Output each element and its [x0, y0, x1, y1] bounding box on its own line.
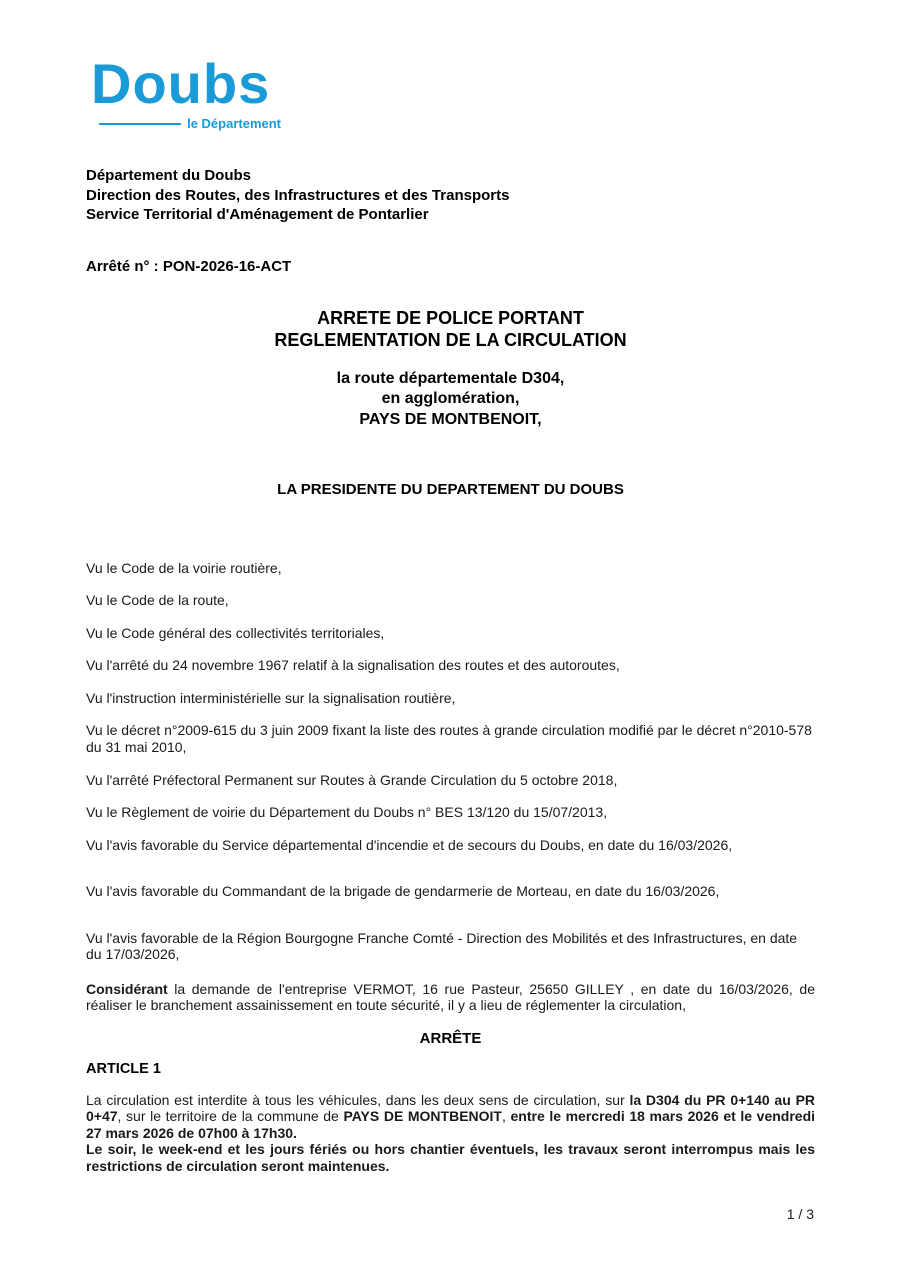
- vu-item: Vu l'avis favorable de la Région Bourgogne Franche Comté - Direction des Mobilités et des Infrastructures, en date du 17/03/2026,: [86, 929, 798, 963]
- subtitle-line-3: PAYS DE MONTBENOIT,: [359, 411, 542, 429]
- article-1-dates: entre le mercredi 18 mars 2026 et le vendredi 27 mars 2026 de 07h00 à 17h30.: [86, 1108, 816, 1141]
- article-1-note: Le soir, le week-end et les jours fériés ou hors chantier éventuels, les travaux seront interrompus mais les restrictions de circulation seront maintenues.: [86, 1141, 815, 1174]
- considerant-paragraph: [86, 981, 815, 1014]
- title-line-1: ARRETE DE POLICE PORTANT: [317, 307, 584, 328]
- article-1-heading: ARTICLE 1: [86, 1060, 161, 1077]
- article-1-body: [86, 1092, 815, 1142]
- document-title: [86, 307, 815, 352]
- considerant-keyword: Considérant: [86, 980, 168, 997]
- considerant-text: la demande de l'entreprise VERMOT, 16 rue Pasteur, 25650 GILLEY , en date du 16/03/2026, de réaliser le branchement assainissement en toute sécurité, il y a lieu de réglementer la circulation,: [86, 980, 815, 1014]
- arrete-reference: Arrêté n° : PON-2026-16-ACT: [86, 257, 292, 275]
- vu-item: Vu l'instruction interministérielle sur la signalisation routière,: [86, 689, 456, 706]
- logo-tagline: le Département: [187, 116, 281, 131]
- document-subtitle: [86, 369, 815, 431]
- vu-item: Vu le Code de la voirie routière,: [86, 559, 282, 576]
- direction-name: Direction des Routes, des Infrastructures et des Transports: [86, 186, 510, 204]
- department-header: [86, 166, 815, 225]
- doubs-logo: [91, 52, 281, 131]
- logo-tagline-row: [91, 116, 281, 131]
- arrete-heading: ARRÊTE: [419, 1029, 482, 1047]
- vu-item: Vu l'avis favorable du Service départemental d'incendie et de secours du Doubs, en date du 16/03/2026,: [86, 836, 733, 853]
- vu-item: Vu l'arrêté Préfectoral Permanent sur Routes à Grande Circulation du 5 octobre 2018,: [86, 771, 618, 788]
- vu-list: [86, 560, 815, 963]
- department-name: Département du Doubs: [86, 167, 252, 184]
- subtitle-line-1: la route départementale D304,: [336, 369, 565, 387]
- vu-item: Vu le Règlement de voirie du Département du Doubs n° BES 13/120 du 15/07/2013,: [86, 804, 608, 821]
- article-1-seg-5: ,: [502, 1108, 511, 1125]
- logo-rule: [99, 123, 181, 125]
- authority-line: LA PRESIDENTE DU DEPARTEMENT DU DOUBS: [277, 480, 624, 498]
- article-1-seg-3: , sur le territoire de la commune de: [117, 1108, 344, 1125]
- subtitle-line-2: en agglomération,: [381, 390, 520, 408]
- article-1-commune: PAYS DE MONTBENOIT: [343, 1108, 502, 1125]
- doubs-wordmark: Doubs: [91, 52, 271, 115]
- vu-item: Vu le décret n°2009-615 du 3 juin 2009 fixant la liste des routes à grande circulation modifié par le décret n°2010-578 du 31 mai 2010,: [86, 722, 812, 755]
- page-number: 1 / 3: [786, 1206, 814, 1222]
- vu-item: Vu l'avis favorable du Commandant de la brigade de gendarmerie de Morteau, en date du 16/03/2026,: [86, 883, 720, 900]
- article-1-road-ref: la D304 du PR 0+140 au PR 0+47: [86, 1091, 816, 1125]
- vu-item: Vu le Code de la route,: [86, 592, 229, 609]
- title-line-2: REGLEMENTATION DE LA CIRCULATION: [274, 330, 627, 350]
- vu-item: Vu l'arrêté du 24 novembre 1967 relatif à la signalisation des routes et des autoroutes,: [86, 657, 620, 674]
- article-1-seg-1: La circulation est interdite à tous les véhicules, dans les deux sens de circulation, sur: [86, 1091, 630, 1108]
- vu-item: Vu le Code général des collectivités territoriales,: [86, 624, 385, 641]
- service-name: Service Territorial d'Aménagement de Pontarlier: [86, 206, 429, 223]
